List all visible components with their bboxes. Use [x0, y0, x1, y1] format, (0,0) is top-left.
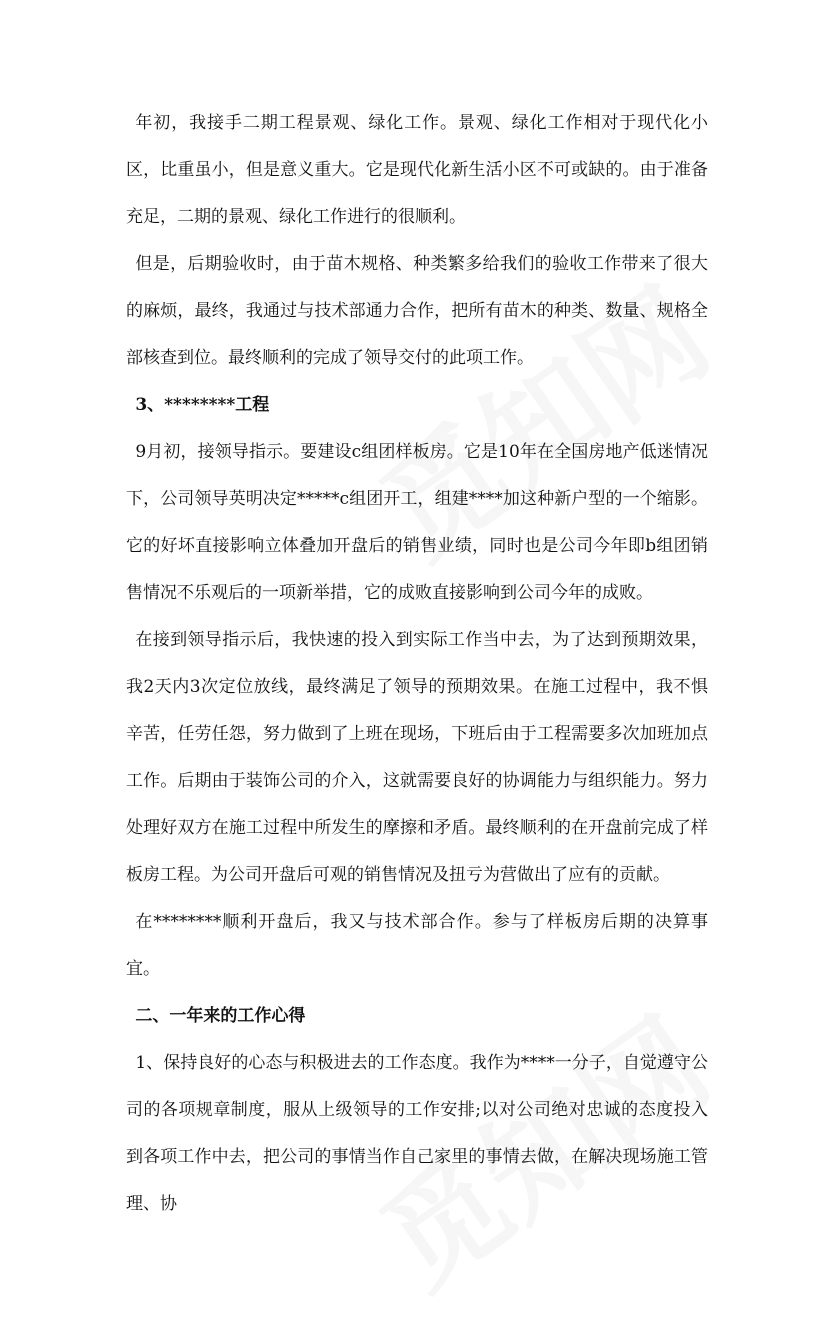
paragraph: 年初，我接手二期工程景观、绿化工作。景观、绿化工作相对于现代化小区，比重虽小，但是意义重大。它是现代化新生活小区不可或缺的。由于准备充足，二期的景观、绿化工作进行的很顺利。	[126, 113, 708, 227]
section-heading: 3、********工程	[135, 395, 270, 415]
paragraph: 在接到领导指示后，我快速的投入到实际工作当中去，为了达到预期效果，我2天内3次定位放线，最终满足了领导的预期效果。在施工过程中，我不惧辛苦，任劳任怨，努力做到了上班在现场，下班后由于工程需要多次加班加点工作。后期由于装饰公司的介入，这就需要良好的协调能力与组织能力。努力处理好双方在施工过程中所发生的摩擦和矛盾。最终顺利的在开盘前完成了样板房工程。为公司开盘后可观的销售情况及扭亏为营做出了应有的贡献。	[126, 630, 708, 885]
paragraph: 9月初，接领导指示。要建设c组团样板房。它是10年在全国房地产低迷情况下，公司领导英明决定*****c组团开工，组建****加这种新户型的一个缩影。它的好坏直接影响立体叠加开盘后的销售业绩，同时也是公司今年即b组团销售情况不乐观后的一项新举措，它的成败直接影响到公司今年的成败。	[126, 442, 708, 603]
paragraph: 1、保持良好的心态与积极进去的工作态度。我作为****一分子，自觉遵守公司的各项规章制度，服从上级领导的工作安排;以对公司绝对忠诚的态度投入到各项工作中去，把公司的事情当作自己家里的事情去做，在解决现场施工管理、协	[126, 1053, 708, 1214]
paragraph: 在********顺利开盘后，我又与技术部合作。参与了样板房后期的决算事宜。	[126, 912, 708, 979]
section-heading: 二、一年来的工作心得	[135, 1006, 306, 1026]
document-body	[126, 100, 708, 1228]
paragraph: 但是，后期验收时，由于苗木规格、种类繁多给我们的验收工作带来了很大的麻烦，最终，我通过与技术部通力合作，把所有苗木的种类、数量、规格全部核查到位。最终顺利的完成了领导交付的此项工作。	[126, 254, 708, 368]
